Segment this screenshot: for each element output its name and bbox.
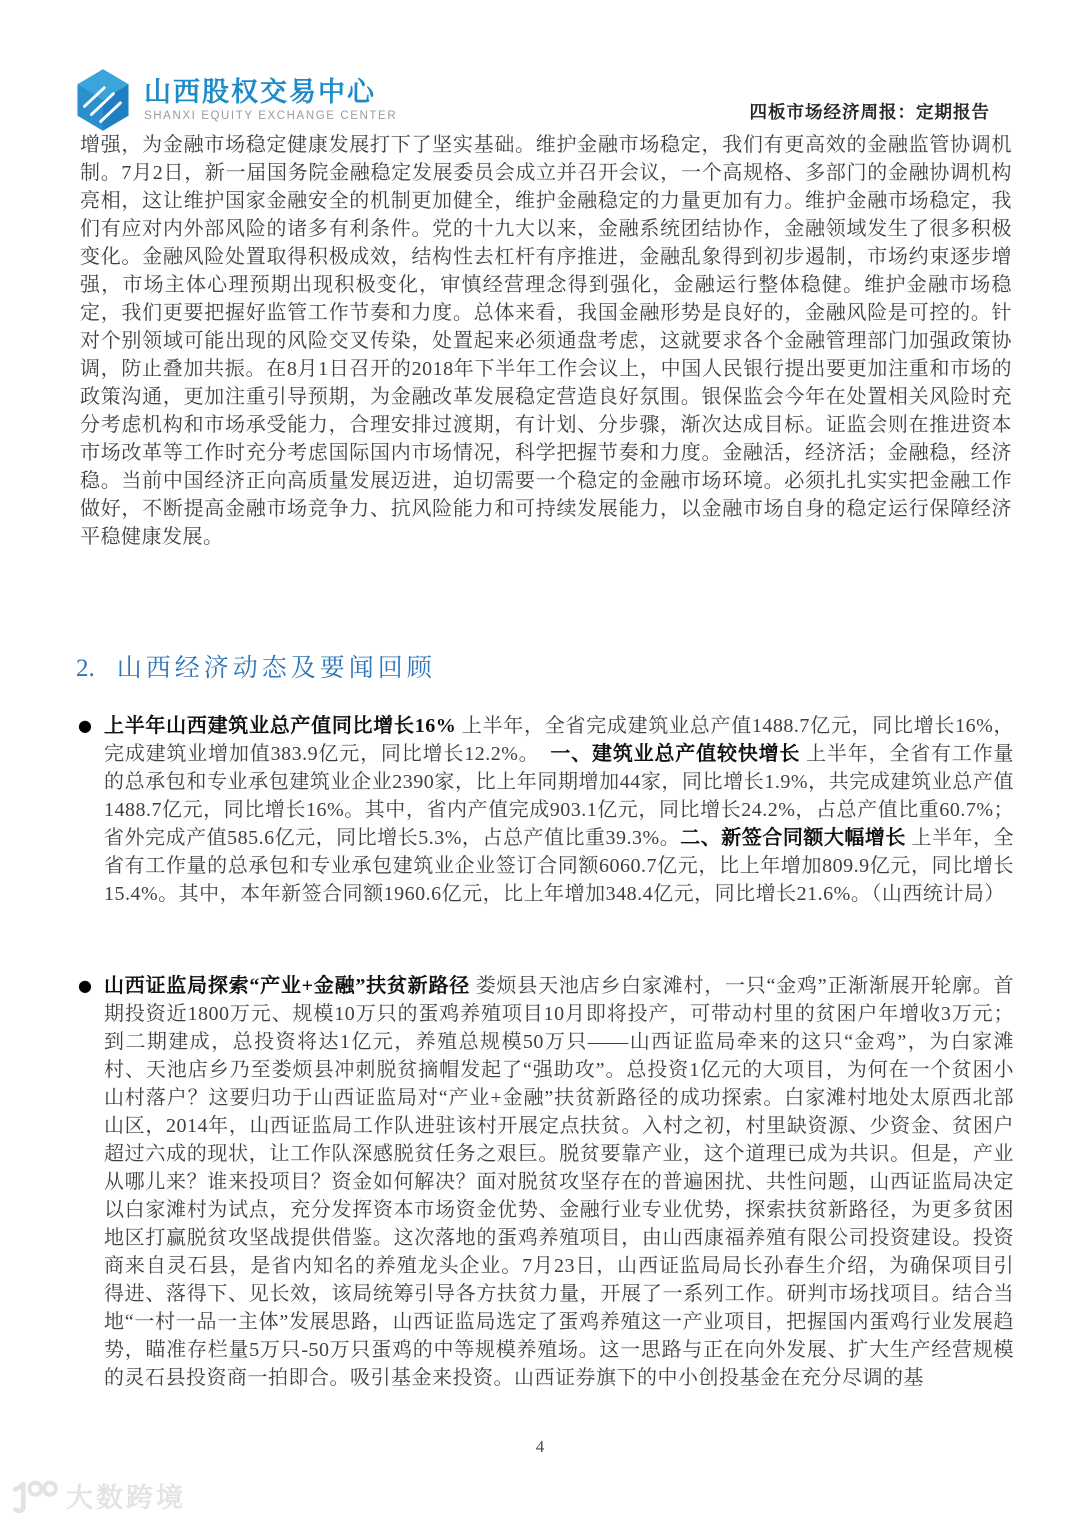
news-item-body: 上半年，全省完成建筑业总产值1488.7亿元，同比增长16%，完成建筑业增加值383.9亿元，同比增长12.2%。 bbox=[104, 715, 1014, 765]
news-item-body: 上半年，全省有工作量的总承包和专业承包建筑业企业2390家，比上年同期增加44家，同比增长1.9%，共完成建筑业总产值1488.7亿元，同比增长16%。其中，省内产值完成903.1亿元，同比增长24.2%，占总产值比重60.7%；省外完成产值585.6亿元，同比增长5.3%，占总产值比重39.3%。 bbox=[104, 743, 1015, 849]
news-item-subhead-1: 一、建筑业总产值较快增长 bbox=[550, 743, 807, 765]
org-name: 山西股权交易中心 bbox=[144, 76, 376, 107]
org-logo-text bbox=[144, 78, 397, 123]
news-item-headline: 山西证监局探索“产业+金融”扶贫新路径 bbox=[104, 975, 476, 997]
hexagon-logo-icon bbox=[74, 68, 132, 132]
news-item-body: 娄烦县天池店乡白家滩村，一只“金鸡”正渐渐展开轮廓。首期投资近1800万元、规模10万只的蛋鸡养殖项目10月即将投产，可带动村里的贫困户年增收3万元；到二期建成，总投资将达1亿元，养殖总规模50万只——山西证监局牵来的这只“金鸡”，为白家滩村、天池店乡乃至娄烦县冲刺脱贫摘帽发起了“强助攻”。总投资1亿元的大项目，为何在一个贫困小山村落户？这要归功于山西证监局对“产业+金融”扶贫新路径的成功探索。白家滩村地处太原西北部山区，2014年，山西证监局工作队进驻该村开展定点扶贫。入村之初，村里缺资源、少资金、贫困户超过六成的现状，让工作队深感脱贫任务之艰巨。脱贫要靠产业，这个道理已成为共识。但是，产业从哪儿来？谁来投项目？资金如何解决？面对脱贫攻坚存在的普遍困扰、共性问题，山西证监局决定以白家滩村为试点，充分发挥资本市场资金优势、金融行业专业优势，探索扶贫新路径，为更多贫困地区打赢脱贫攻坚战提供借鉴。这次落地的蛋鸡养殖项目，由山西康福养殖有限公司投资建设。投资商来自灵石县，是省内知名的养殖龙头企业。7月23日，山西证监局局长孙春生介绍，为确保项目引得进、落得下、见长效，该局统筹引导各方扶贫力量，开展了一系列工作。研判市场找项目。结合当地“一村一品一主体”发展思路，山西证监局选定了蛋鸡养殖这一产业项目，把握国内蛋鸡行业发展趋势，瞄准存栏量5万只-50万只蛋鸡的中等规模养殖场。这一思路与正在向外发展、扩大生产经营规模的灵石县投资商一拍即合。吸引基金来投资。山西证券旗下的中小创投基金在充分尽调的基 bbox=[104, 975, 1014, 1389]
report-title: 四板市场经济周报：定期报告 bbox=[749, 102, 990, 122]
dashu-kuajing-logo-icon bbox=[10, 1477, 62, 1515]
section-title: 山西经济动态及要闻回顾 bbox=[116, 655, 436, 682]
org-name-en: SHANXI EQUITY EXCHANGE CENTER bbox=[144, 110, 398, 123]
section-heading bbox=[76, 648, 436, 684]
news-item-text bbox=[104, 712, 1014, 908]
news-item-construction-output bbox=[78, 712, 1014, 908]
org-logo bbox=[74, 68, 397, 132]
news-item-body: 上半年，全省有工作量的总承包和专业承包建筑业企业签订合同额6060.7亿元，比上年增加809.9亿元，同比增长15.4%。其中，本年新签合同额1960.6亿元，比上年增加348.4亿元，同比增长21.6%。（山西统计局） bbox=[104, 827, 1015, 905]
watermark bbox=[10, 1476, 186, 1515]
intro-paragraph: 增强，为金融市场稳定健康发展打下了坚实基础。维护金融市场稳定，我们有更高效的金融监管协调机制。7月2日，新一届国务院金融稳定发展委员会成立并召开会议，一个高规格、多部门的金融协调机构亮相，这让维护国家金融安全的机制更加健全，维护金融稳定的力量更加有力。维护金融市场稳定，我们有应对内外部风险的诸多有利条件。党的十九大以来，金融系统团结协作，金融领域发生了很多积极变化。金融风险处置取得积极成效，结构性去杠杆有序推进，金融乱象得到初步遏制，市场约束逐步增强，市场主体心理预期出现积极变化，审慎经营理念得到强化，金融运行整体稳健。维护金融市场稳定，我们更要把握好监管工作节奏和力度。总体来看，我国金融形势是良好的，金融风险是可控的。针对个别领域可能出现的风险交叉传染，处置起来必须通盘考虑，这就要求各个金融管理部门加强政策协调，防止叠加共振。在8月1日召开的2018年下半年工作会议上，中国人民银行提出要更加注重和市场的政策沟通，更加注重引导预期，为金融改革发展稳定营造良好氛围。银保监会今年在处置相关风险时充分考虑机构和市场承受能力，合理安排过渡期，有计划、分步骤，渐次达成目标。证监会则在推进资本市场改革等工作时充分考虑国际国内市场情况，科学把握节奏和力度。金融活，经济活；金融稳，经济稳。当前中国经济正向高质量发展迈进，迫切需要一个稳定的金融市场环境。必须扎扎实实把金融工作做好，不断提高金融市场竞争力、抗风险能力和可持续发展能力，以金融市场自身的稳定运行保障经济平稳健康发展。 bbox=[80, 134, 1012, 548]
bullet-icon: ● bbox=[78, 716, 92, 735]
watermark-text: 大数跨境 bbox=[66, 1483, 186, 1513]
news-item-poverty-alleviation bbox=[78, 972, 1014, 1392]
bullet-icon: ● bbox=[78, 976, 92, 995]
section-number: 2. bbox=[76, 655, 95, 682]
page-number: 4 bbox=[535, 1437, 545, 1456]
news-item-text bbox=[104, 972, 1014, 1392]
news-item-headline: 上半年山西建筑业总产值同比增长16% bbox=[104, 715, 462, 737]
news-item-subhead-2: 二、新签合同额大幅增长 bbox=[680, 827, 912, 849]
